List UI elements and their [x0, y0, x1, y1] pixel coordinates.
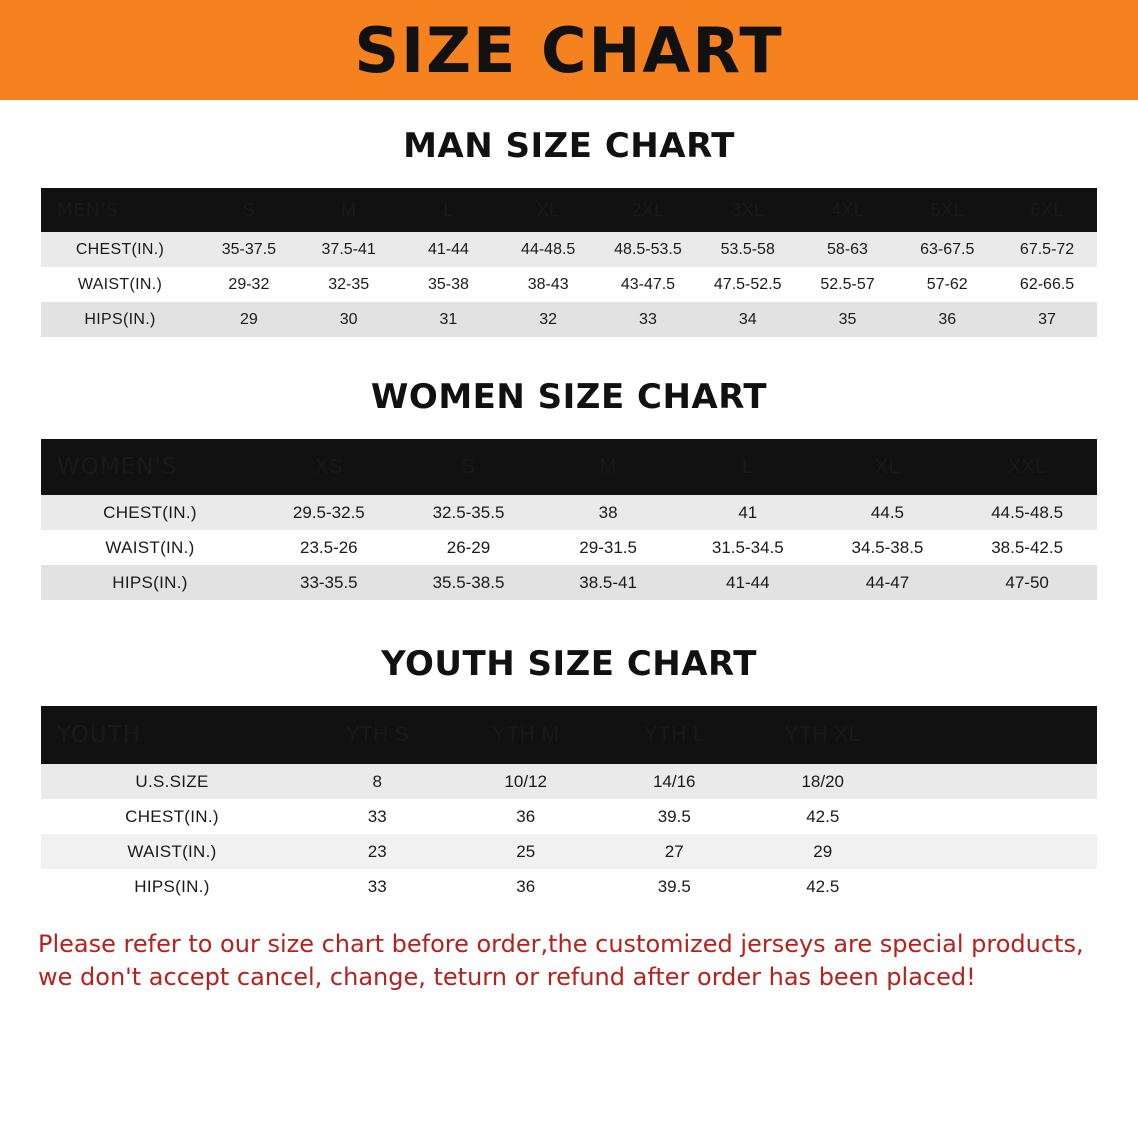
women-r0c0: 29.5-32.5: [259, 495, 399, 530]
women-r2c4: 44-47: [818, 565, 958, 600]
man-r1c0: 29-32: [199, 267, 299, 302]
youth-r2c3: 29: [749, 834, 898, 869]
women-r1c0: 23.5-26: [259, 530, 399, 565]
youth-r3-spacer: [897, 869, 1097, 904]
women-r2c0: 33-35.5: [259, 565, 399, 600]
women-col-4: XL: [874, 455, 901, 478]
man-r0c3: 44-48.5: [498, 232, 598, 267]
page-title: SIZE CHART: [354, 14, 784, 87]
youth-corner-label: YOUTH: [57, 722, 142, 748]
youth-col-1: YTH M: [492, 723, 560, 746]
women-r1c2: 29-31.5: [538, 530, 678, 565]
man-col-2: L: [443, 199, 454, 220]
youth-r3c1: 36: [452, 869, 601, 904]
women-r1c3: 31.5-34.5: [678, 530, 818, 565]
table-header-row: [41, 706, 1097, 764]
man-r2c0: 29: [199, 302, 299, 337]
man-r2c4: 33: [598, 302, 698, 337]
man-col-7: 5XL: [930, 199, 964, 220]
man-row-1-label: WAIST(IN.): [41, 267, 199, 302]
man-r1c3: 38-43: [498, 267, 598, 302]
youth-col-spacer: [897, 706, 1097, 764]
youth-r2c1: 25: [452, 834, 601, 869]
youth-size-table: [41, 706, 1097, 904]
man-row-0-label: CHEST(IN.): [41, 232, 199, 267]
table-row: [41, 799, 1097, 834]
table-row: [41, 869, 1097, 904]
youth-r2c0: 23: [303, 834, 452, 869]
women-row-2-label: HIPS(IN.): [41, 565, 259, 600]
man-r2c1: 30: [299, 302, 399, 337]
women-r2c5: 47-50: [957, 565, 1097, 600]
women-r0c1: 32.5-35.5: [399, 495, 539, 530]
man-col-0: S: [242, 199, 256, 220]
table-row: [41, 495, 1097, 530]
women-r1c4: 34.5-38.5: [818, 530, 958, 565]
youth-r1c1: 36: [452, 799, 601, 834]
youth-row-2-label: WAIST(IN.): [41, 834, 303, 869]
man-r1c7: 57-62: [897, 267, 997, 302]
youth-col-0: YTH S: [345, 723, 410, 746]
women-r0c3: 41: [678, 495, 818, 530]
women-col-2: M: [599, 455, 617, 478]
youth-r1-spacer: [897, 799, 1097, 834]
table-header-row: [41, 439, 1097, 495]
youth-r1c3: 42.5: [749, 799, 898, 834]
women-col-1: S: [461, 455, 476, 478]
man-r0c6: 58-63: [798, 232, 898, 267]
women-r1c5: 38.5-42.5: [957, 530, 1097, 565]
table-row: [41, 834, 1097, 869]
table-header-row: [41, 188, 1097, 232]
man-col-5: 3XL: [731, 199, 765, 220]
man-table-wrap: [41, 188, 1097, 337]
man-r2c2: 31: [399, 302, 499, 337]
youth-r0c0: 8: [303, 764, 452, 799]
women-col-3: L: [742, 455, 754, 478]
youth-row-0-label: U.S.SIZE: [41, 764, 303, 799]
man-r0c5: 53.5-58: [698, 232, 798, 267]
youth-row-3-label: HIPS(IN.): [41, 869, 303, 904]
table-row: [41, 764, 1097, 799]
man-r0c0: 35-37.5: [199, 232, 299, 267]
man-r0c7: 63-67.5: [897, 232, 997, 267]
man-r1c8: 62-66.5: [997, 267, 1097, 302]
youth-r2c2: 27: [600, 834, 749, 869]
youth-r0c1: 10/12: [452, 764, 601, 799]
man-row-2-label: HIPS(IN.): [41, 302, 199, 337]
youth-r2-spacer: [897, 834, 1097, 869]
man-size-table: [41, 188, 1097, 337]
man-r2c8: 37: [997, 302, 1097, 337]
women-r2c3: 41-44: [678, 565, 818, 600]
youth-r0c2: 14/16: [600, 764, 749, 799]
man-r0c2: 41-44: [399, 232, 499, 267]
youth-section-heading: YOUTH SIZE CHART: [381, 644, 757, 684]
man-r2c6: 35: [798, 302, 898, 337]
youth-row-1-label: CHEST(IN.): [41, 799, 303, 834]
table-row: [41, 530, 1097, 565]
women-r2c2: 38.5-41: [538, 565, 678, 600]
women-col-0: XS: [315, 455, 343, 478]
women-r0c4: 44.5: [818, 495, 958, 530]
man-r0c1: 37.5-41: [299, 232, 399, 267]
youth-r1c2: 39.5: [600, 799, 749, 834]
man-r2c5: 34: [698, 302, 798, 337]
youth-col-2: YTH L: [643, 723, 705, 746]
youth-col-3: YTH XL: [784, 723, 861, 746]
man-r0c8: 67.5-72: [997, 232, 1097, 267]
man-section-heading: MAN SIZE CHART: [403, 126, 735, 166]
man-col-4: 2XL: [631, 199, 665, 220]
women-col-5: XXL: [1007, 455, 1047, 478]
man-r2c7: 36: [897, 302, 997, 337]
man-col-1: M: [340, 199, 357, 220]
youth-r3c0: 33: [303, 869, 452, 904]
women-table-wrap: [41, 439, 1097, 600]
banner: [0, 0, 1138, 100]
women-row-0-label: CHEST(IN.): [41, 495, 259, 530]
table-row: [41, 232, 1097, 267]
youth-r0c3: 18/20: [749, 764, 898, 799]
women-corner-label: WOMEN'S: [57, 454, 178, 480]
man-col-3: XL: [536, 199, 560, 220]
women-row-1-label: WAIST(IN.): [41, 530, 259, 565]
man-r1c6: 52.5-57: [798, 267, 898, 302]
youth-r3c2: 39.5: [600, 869, 749, 904]
man-r1c5: 47.5-52.5: [698, 267, 798, 302]
man-corner-label: MEN'S: [57, 199, 119, 221]
disclaimer-note: Please refer to our size chart before order,the customized jerseys are special products, we don't accept cancel, change, teturn or refund after order has been placed!: [38, 930, 1084, 992]
table-row: [41, 267, 1097, 302]
man-col-8: 6XL: [1030, 199, 1064, 220]
man-r1c1: 32-35: [299, 267, 399, 302]
women-section-heading: WOMEN SIZE CHART: [370, 377, 768, 417]
table-row: [41, 302, 1097, 337]
man-r1c2: 35-38: [399, 267, 499, 302]
women-r2c1: 35.5-38.5: [399, 565, 539, 600]
women-r1c1: 26-29: [399, 530, 539, 565]
table-row: [41, 565, 1097, 600]
women-size-table: [41, 439, 1097, 600]
man-r1c4: 43-47.5: [598, 267, 698, 302]
youth-r1c0: 33: [303, 799, 452, 834]
youth-table-wrap: [41, 706, 1097, 904]
man-r0c4: 48.5-53.5: [598, 232, 698, 267]
man-r2c3: 32: [498, 302, 598, 337]
women-r0c5: 44.5-48.5: [957, 495, 1097, 530]
youth-r0-spacer: [897, 764, 1097, 799]
women-r0c2: 38: [538, 495, 678, 530]
youth-r3c3: 42.5: [749, 869, 898, 904]
man-col-6: 4XL: [830, 199, 865, 220]
